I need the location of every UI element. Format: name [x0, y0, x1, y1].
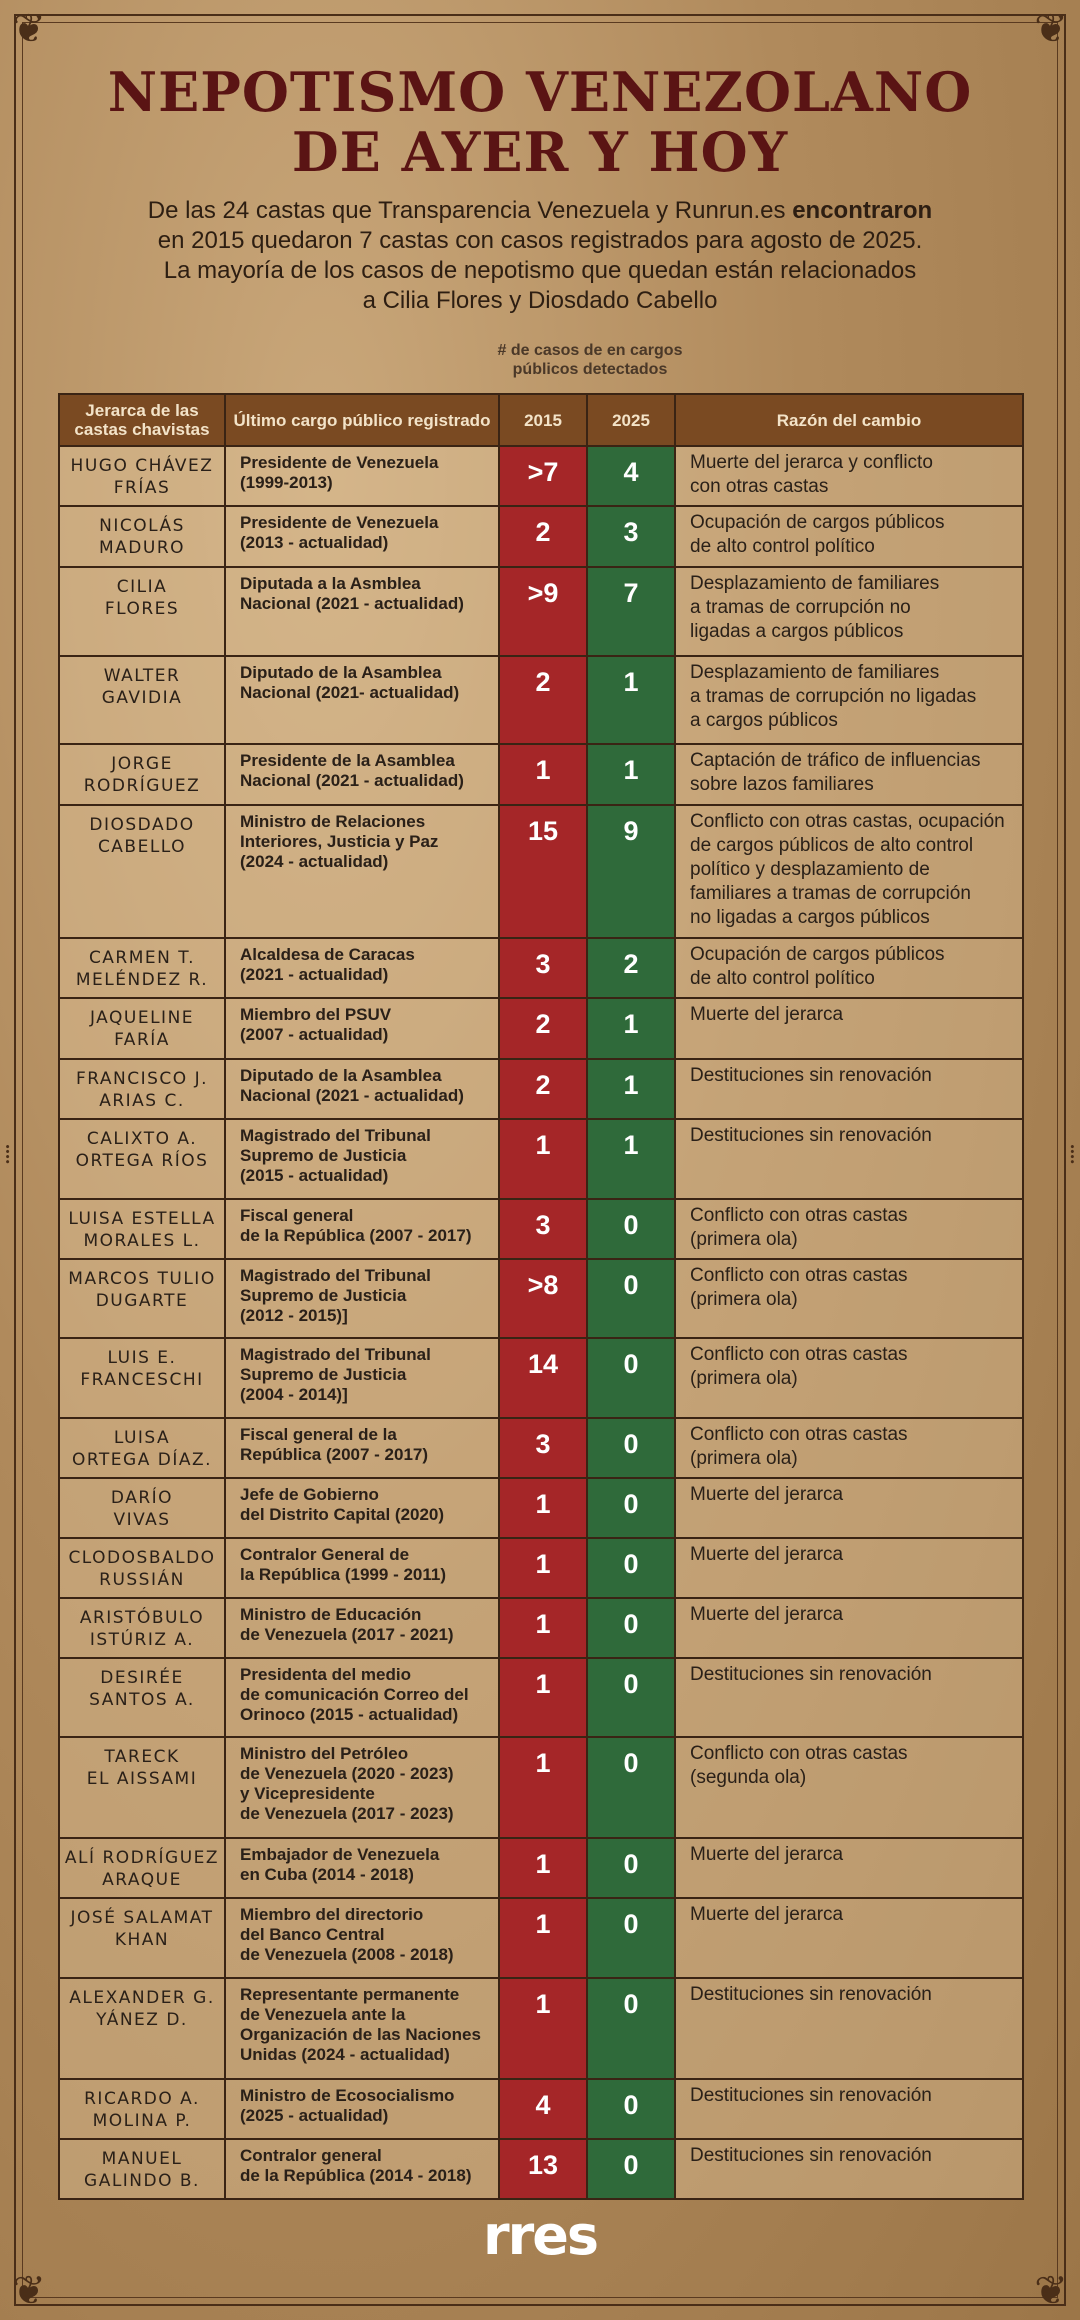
- subtitle-bold: encontraron: [792, 197, 933, 224]
- jerarca-name: LUIS E. FRANCESCHI: [59, 1338, 225, 1418]
- cases-2025: 1: [587, 1059, 675, 1119]
- jerarca-name: LUISA ESTELLA MORALES L.: [59, 1199, 225, 1259]
- cases-2025: 0: [587, 1338, 675, 1418]
- table-row: [59, 506, 1023, 567]
- cases-2025: 0: [587, 1598, 675, 1658]
- cases-2015: 4: [499, 2079, 587, 2139]
- jerarca-name: HUGO CHÁVEZ FRÍAS: [59, 446, 225, 506]
- table-row: [59, 1538, 1023, 1598]
- cases-2025: 1: [587, 1119, 675, 1199]
- office-cell: Miembro del PSUV (2007 - actualidad): [225, 998, 499, 1059]
- subtitle: [110, 196, 970, 316]
- reason-cell: Destituciones sin renovación: [675, 2139, 1023, 2199]
- cases-2025: 9: [587, 805, 675, 938]
- cases-2015: 3: [499, 1418, 587, 1478]
- cases-2025: 0: [587, 1658, 675, 1737]
- table-row: [59, 1978, 1023, 2079]
- table-header-row: [59, 394, 1023, 446]
- cases-2015: >7: [499, 446, 587, 506]
- table-row: [59, 744, 1023, 805]
- jerarca-name: JAQUELINE FARÍA: [59, 998, 225, 1059]
- cases-2025: 0: [587, 1737, 675, 1838]
- jerarca-name: CLODOSBALDO RUSSIÁN: [59, 1538, 225, 1598]
- corner-ornament-icon: ❦: [1034, 2268, 1068, 2314]
- table-row: [59, 1838, 1023, 1898]
- reason-cell: Ocupación de cargos públicos de alto control político: [675, 938, 1023, 998]
- office-cell: Diputado de la Asamblea Nacional (2021- actualidad): [225, 656, 499, 744]
- table-row: [59, 656, 1023, 744]
- table-row: [59, 1598, 1023, 1658]
- subtitle-part-1: De las 24 castas que Transparencia Venezuela y Runrun.es: [147, 197, 793, 224]
- cases-2025: 0: [587, 1259, 675, 1338]
- office-cell: Fiscal general de la República (2007 - 2017): [225, 1199, 499, 1259]
- table-row: [59, 998, 1023, 1059]
- office-cell: Presidente de Venezuela (2013 - actualidad): [225, 506, 499, 567]
- jerarca-name: MARCOS TULIO DUGARTE: [59, 1259, 225, 1338]
- jerarca-name: CILIA FLORES: [59, 567, 225, 656]
- office-cell: Presidenta del medio de comunicación Correo del Orinoco (2015 - actualidad): [225, 1658, 499, 1737]
- corner-ornament-icon: ❦: [12, 2268, 46, 2314]
- jerarca-name: WALTER GAVIDIA: [59, 656, 225, 744]
- reason-cell: Muerte del jerarca: [675, 1598, 1023, 1658]
- cases-2015: 2: [499, 1059, 587, 1119]
- office-cell: Ministro de Relaciones Interiores, Justicia y Paz (2024 - actualidad): [225, 805, 499, 938]
- office-cell: Presidente de Venezuela (1999-2013): [225, 446, 499, 506]
- cases-2015: 1: [499, 1658, 587, 1737]
- side-ornament-icon: ⁞: [4, 1140, 12, 1170]
- table-row: [59, 938, 1023, 998]
- header-office: Último cargo público registrado: [225, 394, 499, 446]
- jerarca-name: LUISA ORTEGA DÍAZ.: [59, 1418, 225, 1478]
- reason-cell: Conflicto con otras castas, ocupación de cargos públicos de alto control político y desplazamiento de familiares a tramas de corrupción no ligadas a cargos públicos: [675, 805, 1023, 938]
- reason-cell: Muerte del jerarca: [675, 1478, 1023, 1538]
- subtitle-part-3: La mayoría de los casos de nepotismo que quedan están relacionados: [163, 257, 917, 284]
- page-title: [0, 62, 1080, 182]
- table-row: [59, 2139, 1023, 2199]
- column-caption: # de casos de en cargos públicos detectados: [497, 342, 683, 378]
- table-row: [59, 805, 1023, 938]
- reason-cell: Muerte del jerarca: [675, 1898, 1023, 1978]
- table-row: [59, 1338, 1023, 1418]
- reason-cell: Muerte del jerarca: [675, 998, 1023, 1059]
- cases-2025: 1: [587, 656, 675, 744]
- table-row: [59, 1418, 1023, 1478]
- office-cell: Ministro de Ecosocialismo (2025 - actualidad): [225, 2079, 499, 2139]
- reason-cell: Destituciones sin renovación: [675, 1658, 1023, 1737]
- jerarca-name: DARÍO VIVAS: [59, 1478, 225, 1538]
- table-row: [59, 1898, 1023, 1978]
- office-cell: Miembro del directorio del Banco Central de Venezuela (2008 - 2018): [225, 1898, 499, 1978]
- reason-cell: Conflicto con otras castas (primera ola): [675, 1418, 1023, 1478]
- office-cell: Magistrado del Tribunal Supremo de Justicia (2012 - 2015)]: [225, 1259, 499, 1338]
- cases-2015: 1: [499, 744, 587, 805]
- reason-cell: Desplazamiento de familiares a tramas de corrupción no ligadas a cargos públicos: [675, 567, 1023, 656]
- side-ornament-icon: ⁞: [1068, 1140, 1076, 1170]
- cases-2025: 1: [587, 744, 675, 805]
- cases-2015: 1: [499, 1737, 587, 1838]
- jerarca-name: DIOSDADO CABELLO: [59, 805, 225, 938]
- office-cell: Magistrado del Tribunal Supremo de Justicia (2004 - 2014)]: [225, 1338, 499, 1418]
- cases-2015: 1: [499, 1538, 587, 1598]
- cases-2015: 2: [499, 998, 587, 1059]
- reason-cell: Muerte del jerarca y conflicto con otras castas: [675, 446, 1023, 506]
- office-cell: Diputado de la Asamblea Nacional (2021 - actualidad): [225, 1059, 499, 1119]
- cases-2015: 15: [499, 805, 587, 938]
- reason-cell: Conflicto con otras castas (primera ola): [675, 1259, 1023, 1338]
- jerarca-name: ALEXANDER G. YÁNEZ D.: [59, 1978, 225, 2079]
- cases-2015: 3: [499, 1199, 587, 1259]
- reason-cell: Destituciones sin renovación: [675, 1059, 1023, 1119]
- reason-cell: Conflicto con otras castas (segunda ola): [675, 1737, 1023, 1838]
- cases-2015: 14: [499, 1338, 587, 1418]
- header-name: Jerarca de las castas chavistas: [59, 394, 225, 446]
- table-row: [59, 446, 1023, 506]
- reason-cell: Conflicto con otras castas (primera ola): [675, 1338, 1023, 1418]
- jerarca-name: RICARDO A. MOLINA P.: [59, 2079, 225, 2139]
- jerarca-name: ALÍ RODRÍGUEZ ARAQUE: [59, 1838, 225, 1898]
- office-cell: Contralor general de la República (2014 - 2018): [225, 2139, 499, 2199]
- cases-2025: 0: [587, 1978, 675, 2079]
- rres-logo: rres: [482, 2204, 598, 2267]
- jerarca-name: JOSÉ SALAMAT KHAN: [59, 1898, 225, 1978]
- cases-2025: 0: [587, 1199, 675, 1259]
- cases-2015: 1: [499, 1838, 587, 1898]
- office-cell: Presidente de la Asamblea Nacional (2021 - actualidad): [225, 744, 499, 805]
- nepotism-table: [58, 393, 1024, 2200]
- cases-2015: >8: [499, 1259, 587, 1338]
- cases-2015: >9: [499, 567, 587, 656]
- reason-cell: Destituciones sin renovación: [675, 1978, 1023, 2079]
- subtitle-part-4: a Cilia Flores y Diosdado Cabello: [362, 287, 718, 314]
- cases-2015: 13: [499, 2139, 587, 2199]
- header-2025: 2025: [587, 394, 675, 446]
- reason-cell: Conflicto con otras castas (primera ola): [675, 1199, 1023, 1259]
- table-row: [59, 1658, 1023, 1737]
- cases-2025: 2: [587, 938, 675, 998]
- corner-ornament-icon: ❦: [1034, 6, 1068, 52]
- subtitle-part-2: en 2015 quedaron 7 castas con casos registrados para agosto de 2025.: [157, 227, 923, 254]
- table-row: [59, 567, 1023, 656]
- cases-2025: 0: [587, 2079, 675, 2139]
- cases-2025: 0: [587, 1898, 675, 1978]
- jerarca-name: ARISTÓBULO ISTÚRIZ A.: [59, 1598, 225, 1658]
- office-cell: Contralor General de la República (1999 - 2011): [225, 1538, 499, 1598]
- cases-2015: 2: [499, 506, 587, 567]
- reason-cell: Muerte del jerarca: [675, 1838, 1023, 1898]
- jerarca-name: NICOLÁS MADURO: [59, 506, 225, 567]
- jerarca-name: MANUEL GALINDO B.: [59, 2139, 225, 2199]
- table-row: [59, 1737, 1023, 1838]
- reason-cell: Muerte del jerarca: [675, 1538, 1023, 1598]
- office-cell: Magistrado del Tribunal Supremo de Justicia (2015 - actualidad): [225, 1119, 499, 1199]
- cases-2025: 0: [587, 1418, 675, 1478]
- table-row: [59, 1259, 1023, 1338]
- reason-cell: Captación de tráfico de influencias sobre lazos familiares: [675, 744, 1023, 805]
- cases-2015: 1: [499, 1119, 587, 1199]
- office-cell: Ministro del Petróleo de Venezuela (2020 - 2023) y Vicepresidente de Venezuela (2017 - 2023): [225, 1737, 499, 1838]
- cases-2015: 1: [499, 1478, 587, 1538]
- reason-cell: Destituciones sin renovación: [675, 1119, 1023, 1199]
- office-cell: Ministro de Educación de Venezuela (2017 - 2021): [225, 1598, 499, 1658]
- table-body: [59, 446, 1023, 2199]
- cases-2015: 2: [499, 656, 587, 744]
- jerarca-name: FRANCISCO J. ARIAS C.: [59, 1059, 225, 1119]
- jerarca-name: CALIXTO A. ORTEGA RÍOS: [59, 1119, 225, 1199]
- reason-cell: Ocupación de cargos públicos de alto control político: [675, 506, 1023, 567]
- cases-2025: 0: [587, 1838, 675, 1898]
- reason-cell: Desplazamiento de familiares a tramas de corrupción no ligadas a cargos públicos: [675, 656, 1023, 744]
- cases-2025: 3: [587, 506, 675, 567]
- cases-2025: 0: [587, 1538, 675, 1598]
- office-cell: Diputada a la Asmblea Nacional (2021 - actualidad): [225, 567, 499, 656]
- cases-2025: 0: [587, 2139, 675, 2199]
- table-row: [59, 1119, 1023, 1199]
- table-row: [59, 1059, 1023, 1119]
- cases-2015: 1: [499, 1898, 587, 1978]
- jerarca-name: CARMEN T. MELÉNDEZ R.: [59, 938, 225, 998]
- cases-2025: 7: [587, 567, 675, 656]
- office-cell: Jefe de Gobierno del Distrito Capital (2020): [225, 1478, 499, 1538]
- office-cell: Representante permanente de Venezuela ante la Organización de las Naciones Unidas (2024 - actualidad): [225, 1978, 499, 2079]
- cases-2015: 3: [499, 938, 587, 998]
- title-line-1: NEPOTISMO VENEZOLANO: [107, 60, 973, 124]
- cases-2025: 1: [587, 998, 675, 1059]
- reason-cell: Destituciones sin renovación: [675, 2079, 1023, 2139]
- office-cell: Alcaldesa de Caracas (2021 - actualidad): [225, 938, 499, 998]
- cases-2025: 4: [587, 446, 675, 506]
- table-row: [59, 1478, 1023, 1538]
- corner-ornament-icon: ❦: [12, 6, 46, 52]
- table-row: [59, 1199, 1023, 1259]
- cases-2015: 1: [499, 1598, 587, 1658]
- jerarca-name: TARECK EL AISSAMI: [59, 1737, 225, 1838]
- jerarca-name: DESIRÉE SANTOS A.: [59, 1658, 225, 1737]
- table-row: [59, 2079, 1023, 2139]
- cases-2025: 0: [587, 1478, 675, 1538]
- title-line-2: DE AYER Y HOY: [291, 120, 789, 184]
- office-cell: Fiscal general de la República (2007 - 2017): [225, 1418, 499, 1478]
- header-reason: Razón del cambio: [675, 394, 1023, 446]
- header-2015: 2015: [499, 394, 587, 446]
- cases-2015: 1: [499, 1978, 587, 2079]
- office-cell: Embajador de Venezuela en Cuba (2014 - 2018): [225, 1838, 499, 1898]
- jerarca-name: JORGE RODRÍGUEZ: [59, 744, 225, 805]
